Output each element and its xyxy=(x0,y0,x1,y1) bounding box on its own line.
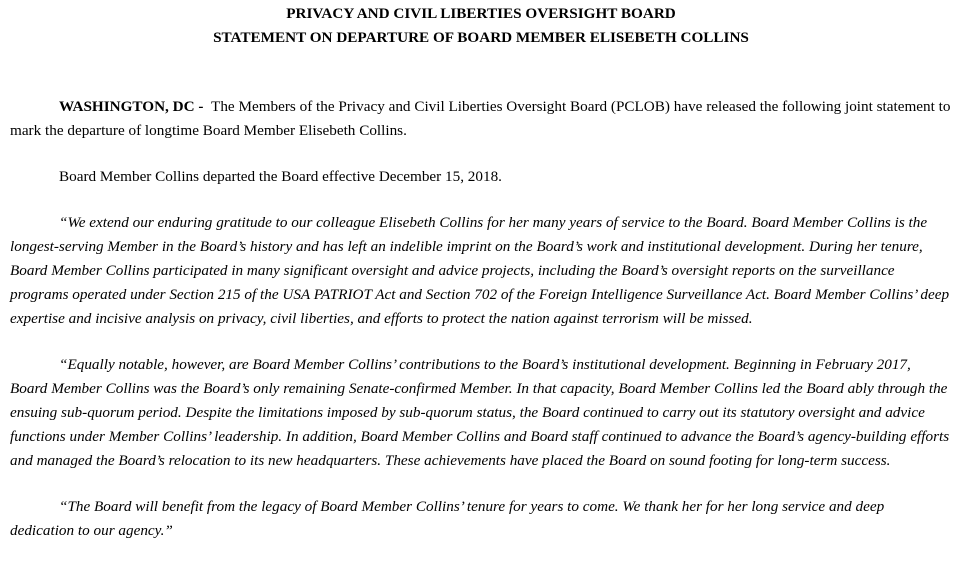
dateline: WASHINGTON, DC - xyxy=(59,98,204,115)
quote-paragraph-3: “The Board will benefit from the legacy of Board Member Collins’ tenure for years to come. We thank her for her long service and deep dedication to our agency.” xyxy=(10,498,885,539)
quote-paragraph-1: “We extend our enduring gratitude to our colleague Elisebeth Collins for her many years of service to the Board. Board Member Collins is the longest-serving Member in the Board’s history and has left an indelible imprint on the Board’s work and institutional development. During her tenure, Board Member Collins participated in many significant oversight and advice projects, including the Board’s oversight reports on the surveillance programs operated under Section 215 of the USA PATRIOT Act and Section 702 of the Foreign Intelligence Surveillance Act. Board Member Collins’ deep expertise and incisive analysis on privacy, civil liberties, and efforts to protect the nation against terrorism will be missed. xyxy=(10,214,950,327)
board-title: PRIVACY AND CIVIL LIBERTIES OVERSIGHT BOARD xyxy=(286,5,676,22)
quote-paragraph-2: “Equally notable, however, are Board Member Collins’ contributions to the Board’s institutional development. Beginning in February 2017, Board Member Collins was the Board’s only remaining Senate-confirmed Member. In that capacity, Board Member Collins led the Board ably through the ensuing sub-quorum period. Despite the limitations imposed by sub-quorum status, the Board continued to carry out its statutory oversight and advice functions under Member Collins’ leadership. In addition, Board Member Collins and Board staff continued to advance the Board’s agency-building efforts and managed the Board’s relocation to its new headquarters. These achievements have placed the Board on sound footing for long-term success. xyxy=(10,356,950,469)
statement-title: STATEMENT ON DEPARTURE OF BOARD MEMBER ELISEBETH COLLINS xyxy=(213,29,749,46)
intro-text: The Members of the Privacy and Civil Liberties Oversight Board (PCLOB) have released the following joint statement to mark the departure of longtime Board Member Elisebeth Collins. xyxy=(10,98,951,139)
effective-date-paragraph: Board Member Collins departed the Board effective December 15, 2018. xyxy=(59,168,502,185)
intro-paragraph xyxy=(10,95,952,143)
document xyxy=(10,0,952,543)
